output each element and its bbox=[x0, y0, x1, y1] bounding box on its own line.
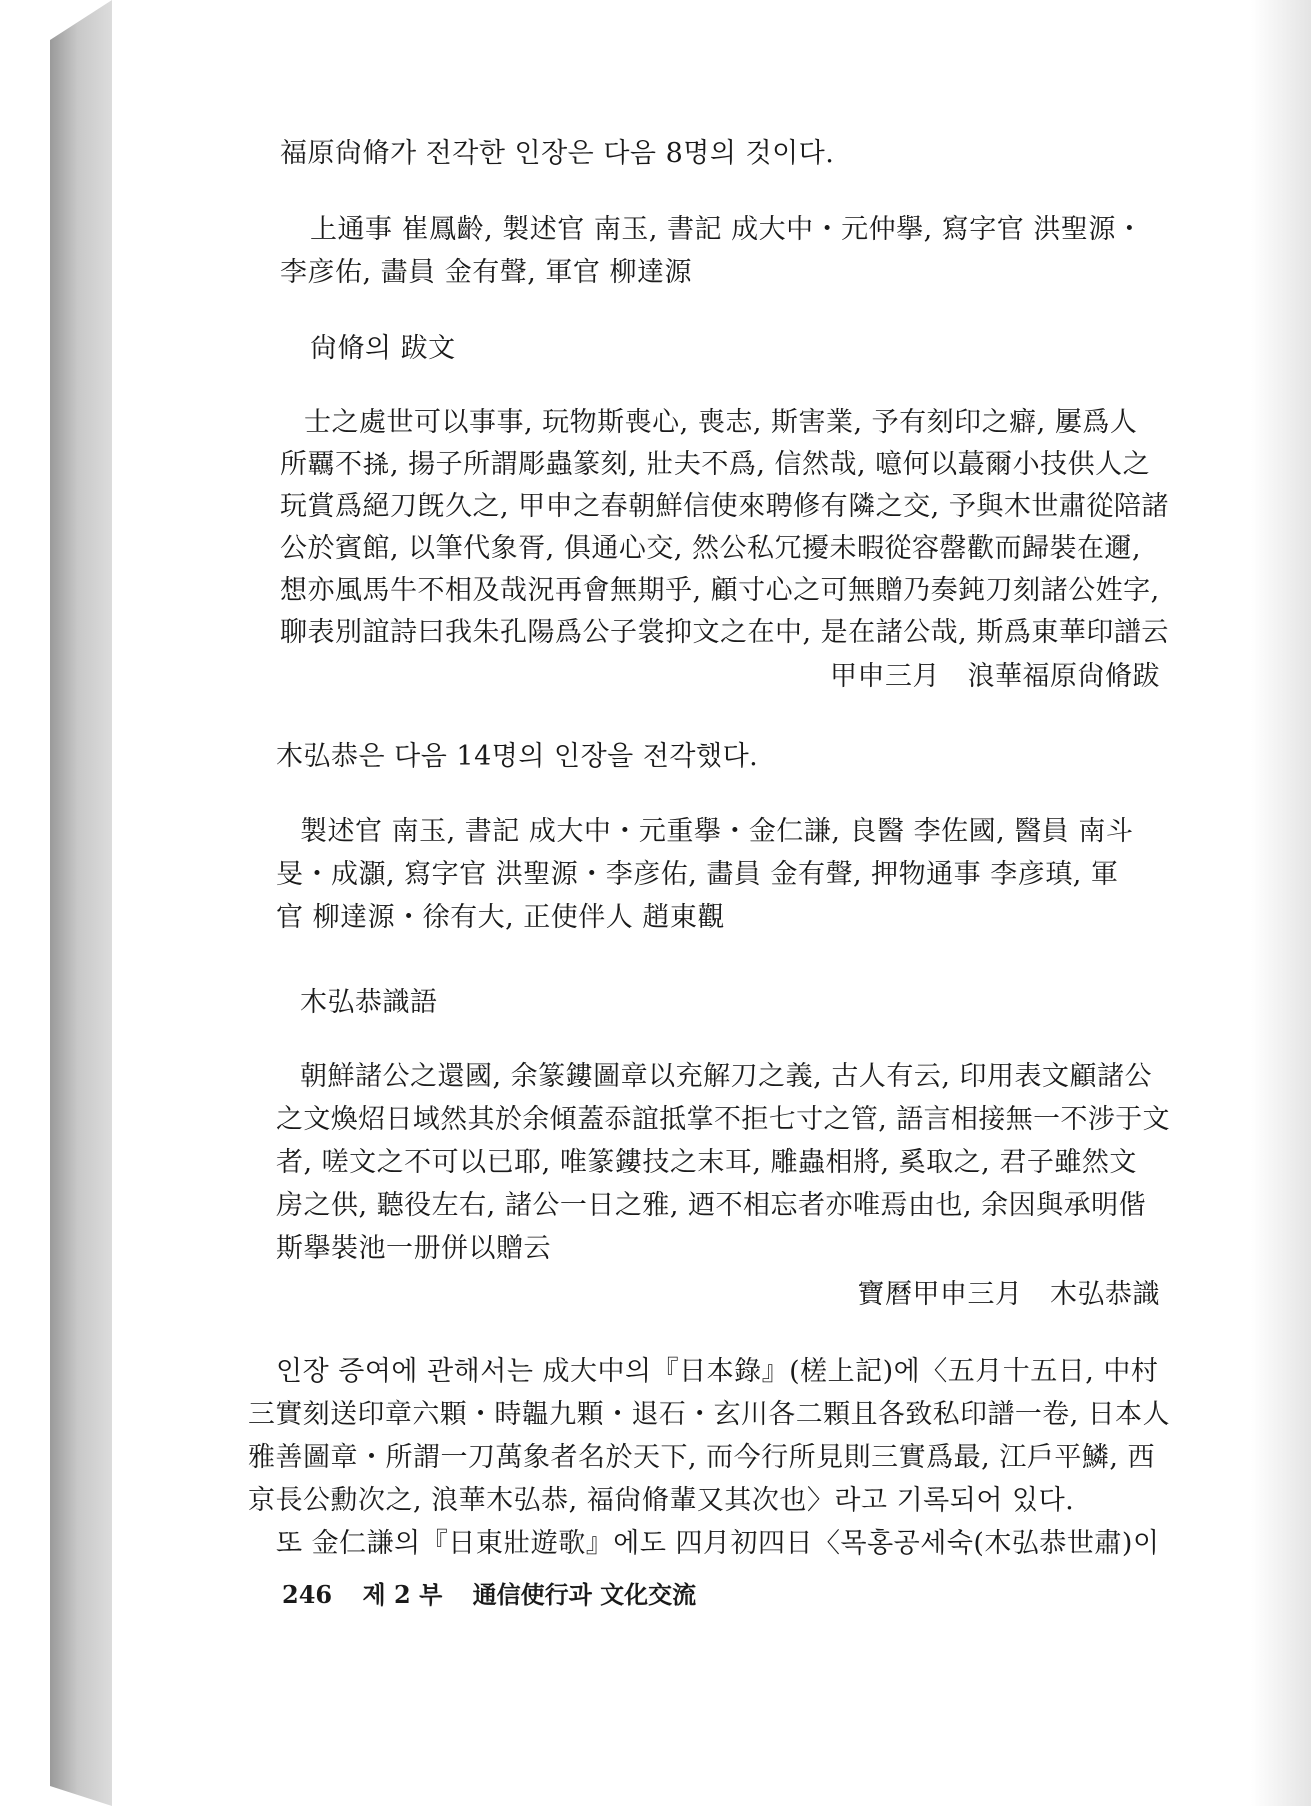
text-line: 福原尙脩가 전각한 인장은 다음 8명의 것이다. bbox=[280, 138, 835, 169]
text-line: 京長公勳次之, 浪華木弘恭, 福尙脩輩又其次也〉라고 기록되어 있다. bbox=[248, 1485, 1075, 1516]
text-line: 聊表別誼詩曰我朱孔陽爲公子裳抑文之在中, 是在諸公哉, 斯爲東華印譜云 bbox=[280, 617, 1169, 648]
text-line: 想亦風馬牛不相及哉況再會無期乎, 顧寸心之可無贈乃奏鈍刀刻諸公姓字, bbox=[280, 575, 1160, 606]
page-number: 246 bbox=[282, 1580, 333, 1609]
text-line: 雅善圖章・所謂一刀萬象者名於天下, 而今行所見則三實爲最, 江戶平鱗, 西 bbox=[248, 1442, 1155, 1473]
text-line: 斯擧裝池一册併以贈云 bbox=[276, 1233, 551, 1264]
text-line: 公於賓館, 以筆代象胥, 俱通心交, 然公私冗擾未暇從容罄歡而歸裝在邇, bbox=[280, 533, 1142, 564]
text-line: 上通事 崔鳳齡, 製述官 南玉, 書記 成大中・元仲擧, 寫字官 洪聖源・ bbox=[310, 214, 1144, 245]
text-line: 所覊不𢫬, 揚子所謂彫蟲篆刻, 壯夫不爲, 信然哉, 噫何以蕞爾小技供人之 bbox=[280, 449, 1151, 480]
book-spine bbox=[50, 0, 112, 1806]
text-line: 旻・成灝, 寫字官 洪聖源・李彦佑, 畵員 金有聲, 押物通事 李彦瑱, 軍 bbox=[276, 859, 1119, 890]
page-footer bbox=[282, 1575, 718, 1610]
text-line: 製述官 南玉, 書記 成大中・元重擧・金仁謙, 良醫 李佐國, 醫員 南斗 bbox=[300, 816, 1134, 847]
text-line: 三實刻送印章六顆・時韞九顆・退石・玄川各二顆且各致私印譜一卷, 日本人 bbox=[248, 1399, 1170, 1430]
page-edge-shadow bbox=[1251, 0, 1311, 1806]
text-line: 인장 증여에 관해서는 成大中의『日本錄』(槎上記)에〈五月十五日, 中村 bbox=[276, 1356, 1159, 1387]
text-line: 朝鮮諸公之還國, 余篆鏤圖章以充解刀之義, 古人有云, 印用表文顧諸公 bbox=[300, 1061, 1152, 1092]
part-label: 제 2 부 bbox=[362, 1580, 443, 1609]
signature-line: 寶曆甲申三月 木弘恭識 bbox=[857, 1279, 1160, 1310]
section-title: 通信使行과 文化交流 bbox=[472, 1580, 697, 1609]
text-line: 玩賞爲絕刀旣久之, 甲申之春朝鮮信使來聘修有隣之交, 予與木世肅從陪諸 bbox=[280, 491, 1169, 522]
text-line: 者, 嗟文之不可以已耶, 唯篆鏤技之末耳, 雕蟲相將, 奚取之, 君子雖然文 bbox=[276, 1147, 1137, 1178]
text-line: 房之供, 聽役左右, 諸公一日之雅, 迺不相忘者亦唯焉由也, 余因與承明偕 bbox=[276, 1190, 1147, 1221]
section-heading: 木弘恭識語 bbox=[300, 987, 438, 1018]
signature-line: 甲申三月 浪華福原尙脩跋 bbox=[830, 661, 1160, 692]
section-heading: 尙脩의 跋文 bbox=[310, 333, 456, 364]
text-line: 之文煥炤日域然其於余傾蓋忝誼抵掌不拒七寸之管, 語言相接無一不涉于文 bbox=[276, 1104, 1171, 1135]
text-line: 士之處世可以事事, 玩物斯喪心, 喪志, 斯害業, 予有刻印之癖, 屢爲人 bbox=[304, 407, 1138, 438]
text-line: 木弘恭은 다음 14명의 인장을 전각했다. bbox=[276, 741, 759, 772]
text-line: 李彦佑, 畵員 金有聲, 軍官 柳達源 bbox=[280, 257, 692, 288]
text-line: 또 金仁謙의『日東壯遊歌』에도 四月初四日〈목홍공세숙(木弘恭世肅)이 bbox=[276, 1528, 1160, 1559]
text-line: 官 柳達源・徐有大, 正使伴人 趙東觀 bbox=[276, 902, 725, 933]
